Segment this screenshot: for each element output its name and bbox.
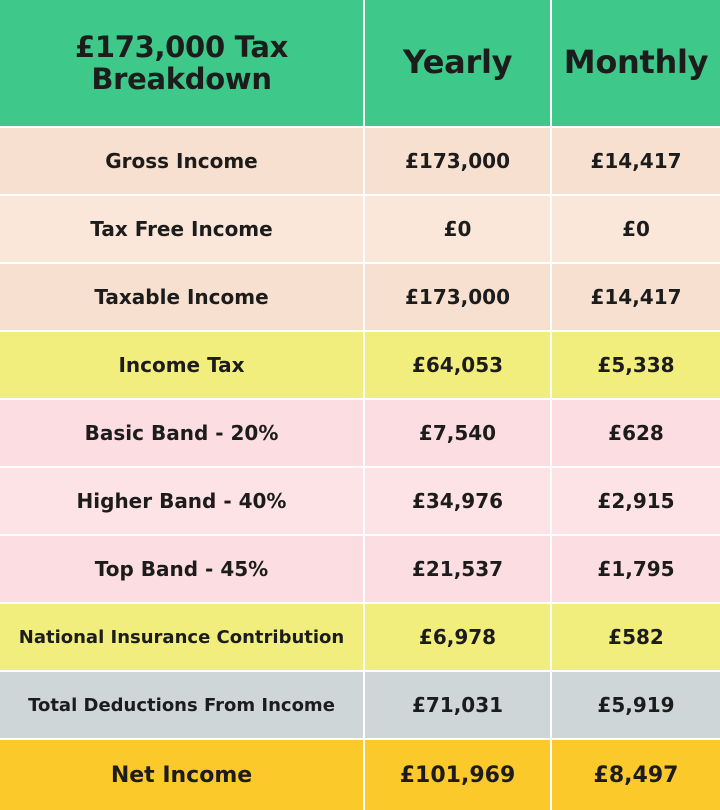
column-header-monthly: Monthly	[552, 0, 720, 128]
row-monthly-value: £2,915	[552, 468, 720, 536]
row-yearly-value: £71,031	[365, 672, 552, 740]
row-yearly-value: £34,976	[365, 468, 552, 536]
row-label: Gross Income	[0, 128, 365, 196]
row-monthly-value: £582	[552, 604, 720, 672]
table-row	[0, 740, 720, 810]
row-label: Net Income	[0, 740, 365, 810]
table-row	[0, 400, 720, 468]
table-row	[0, 536, 720, 604]
table-row	[0, 604, 720, 672]
table-row	[0, 672, 720, 740]
table-header-row	[0, 0, 720, 128]
row-yearly-value: £173,000	[365, 128, 552, 196]
row-label: Taxable Income	[0, 264, 365, 332]
table-row	[0, 264, 720, 332]
row-monthly-value: £628	[552, 400, 720, 468]
row-yearly-value: £6,978	[365, 604, 552, 672]
table-title: £173,000 Tax Breakdown	[0, 0, 365, 128]
table-row	[0, 196, 720, 264]
row-label: Income Tax	[0, 332, 365, 400]
table-row	[0, 468, 720, 536]
row-yearly-value: £0	[365, 196, 552, 264]
row-label: Higher Band - 40%	[0, 468, 365, 536]
row-monthly-value: £14,417	[552, 264, 720, 332]
row-label: National Insurance Contribution	[0, 604, 365, 672]
row-label: Top Band - 45%	[0, 536, 365, 604]
table-row	[0, 332, 720, 400]
row-label: Basic Band - 20%	[0, 400, 365, 468]
row-monthly-value: £5,919	[552, 672, 720, 740]
row-yearly-value: £101,969	[365, 740, 552, 810]
row-monthly-value: £8,497	[593, 762, 679, 788]
row-monthly-value: £14,417	[552, 128, 720, 196]
row-monthly-value: £5,338	[552, 332, 720, 400]
row-monthly-value: £0	[552, 196, 720, 264]
row-yearly-value: £7,540	[365, 400, 552, 468]
row-label: Total Deductions From Income	[0, 672, 365, 740]
row-label: Tax Free Income	[0, 196, 365, 264]
row-yearly-value: £21,537	[365, 536, 552, 604]
row-yearly-value: £173,000	[365, 264, 552, 332]
table-row	[0, 128, 720, 196]
column-header-yearly: Yearly	[365, 0, 552, 128]
row-yearly-value: £64,053	[365, 332, 552, 400]
row-monthly-value: £1,795	[552, 536, 720, 604]
